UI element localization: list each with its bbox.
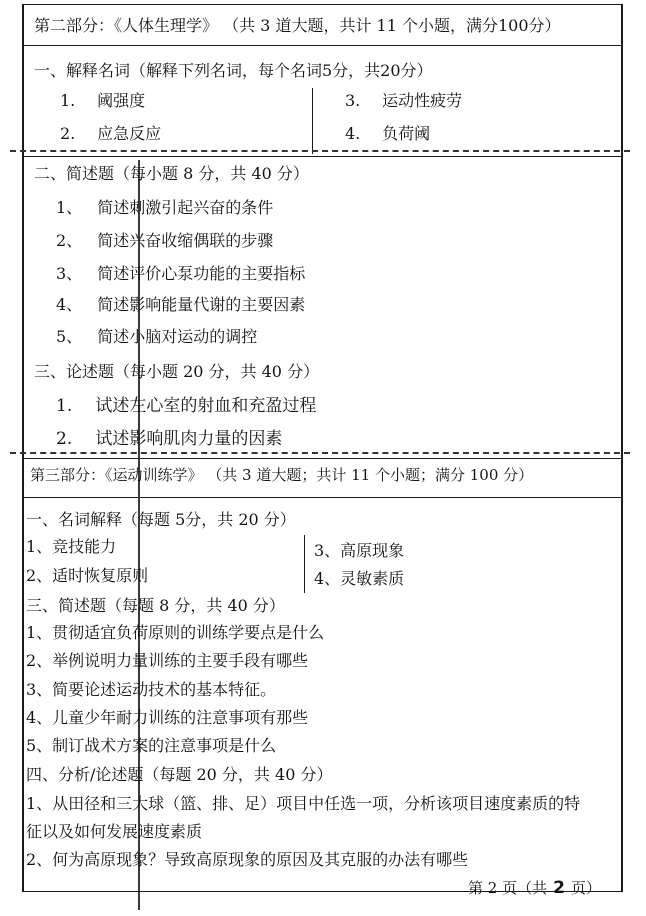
page-number-total: 2 (553, 878, 565, 898)
page-number-prefix: 第 2 页（共 (468, 879, 548, 897)
item-text: 阈强度 (97, 91, 146, 110)
item-number: 1、 (56, 198, 83, 217)
part3-s1-item-2: 2、适时恢复原则 (26, 566, 149, 585)
item-number: 3. (345, 91, 361, 110)
item-text: 试述影响肌肉力量的因素 (95, 429, 283, 449)
item-number: 2. (60, 124, 76, 143)
part2-s2-item-3 (56, 266, 305, 282)
part2-s3-item-1 (56, 398, 316, 415)
item-number: 3、 (56, 264, 83, 283)
item-text: 简述小脑对运动的调控 (97, 327, 258, 346)
item-text: 简述影响能量代谢的主要因素 (97, 295, 306, 314)
part3-s2-item-5: 5、制订战术方案的注意事项是什么 (26, 736, 277, 755)
part3-s2-item-3: 3、简要论述运动技术的基本特征。 (26, 680, 277, 699)
item-number: 2. (56, 429, 73, 449)
part2-s3-item-2 (56, 431, 282, 448)
part3-s3-item-1-line2: 征以及如何发展速度素质 (26, 822, 203, 841)
part2-s2-item-5 (56, 329, 257, 345)
part2-s2-heading: 二、简述题（每小题 8 分，共 40 分） (34, 164, 309, 183)
item-text: 试述左心室的射血和充盈过程 (95, 396, 317, 416)
item-number: 4、 (56, 295, 83, 314)
item-text: 简述评价心泵功能的主要指标 (97, 264, 306, 283)
part2-s1-heading: 一、解释名词（解释下列名词，每个名词5分，共20分） (34, 61, 433, 80)
part3-s1-heading: 一、名词解释（每题 5分，共 20 分） (26, 510, 296, 529)
divider-part3 (22, 458, 622, 459)
header-underline-part2 (22, 45, 622, 46)
divider-part2-s1 (22, 156, 622, 157)
part3-s2-item-2: 2、举例说明力量训练的主要手段有哪些 (26, 651, 309, 670)
fold-line-1 (10, 150, 630, 152)
part2-s1-item-3 (345, 93, 462, 109)
vertical-divider-part2 (312, 88, 313, 154)
frame-right-line (621, 4, 623, 892)
part3-s1-item-3: 3、高原现象 (314, 541, 405, 560)
page-number (468, 880, 601, 897)
part3-s2-item-1: 1、贯彻适宜负荷原则的训练学要点是什么 (26, 623, 325, 642)
part3-s1-item-4: 4、灵敏素质 (314, 569, 405, 588)
part3-s3-item-1-line1: 1、从田径和三大球（篮、排、足）项目中任选一项，分析该项目速度素质的特 (26, 794, 581, 813)
item-text: 简述刺激引起兴奋的条件 (97, 198, 274, 217)
part2-s1-item-1 (60, 93, 145, 109)
part3-s3-heading: 四、分析/论述题（每题 20 分，共 40 分） (26, 765, 333, 784)
item-number: 4. (345, 124, 361, 143)
item-number: 5、 (56, 327, 83, 346)
page-number-suffix: 页） (570, 879, 601, 897)
frame-left-line (22, 4, 24, 892)
part2-s2-item-4 (56, 297, 305, 313)
item-text: 应急反应 (97, 124, 162, 143)
item-number: 2、 (56, 231, 83, 250)
part3-s3-item-2-line1: 2、何为高原现象？导致高原现象的原因及其克服的办法有哪些 (26, 850, 469, 869)
part3-s1-item-1: 1、竞技能力 (26, 537, 117, 556)
item-number: 1. (60, 91, 76, 110)
part3-header: 第三部分：《运动训练学》 （共 3 道大题；共计 11 个小题；满分 100 分） (30, 466, 534, 484)
part3-s2-item-4: 4、儿童少年耐力训练的注意事项有那些 (26, 708, 309, 727)
vertical-divider-part3 (304, 535, 305, 593)
part2-s3-heading: 三、论述题（每小题 20 分，共 40 分） (34, 362, 320, 381)
item-text: 负荷阈 (382, 124, 431, 143)
header-underline-part3 (22, 497, 622, 498)
item-number: 1. (56, 396, 73, 416)
item-text: 简述兴奋收缩偶联的步骤 (97, 231, 274, 250)
frame-top-line (22, 4, 622, 5)
part2-s2-item-1 (56, 200, 273, 216)
part2-s2-item-2 (56, 233, 273, 249)
part3-s2-heading: 三、简述题（每题 8 分，共 40 分） (26, 596, 285, 615)
part2-s1-item-4 (345, 126, 430, 142)
part2-header: 第二部分：《人体生理学》 （共 3 道大题，共计 11 个小题，满分100分） (34, 16, 561, 35)
fold-line-2 (10, 452, 630, 454)
part2-s1-item-2 (60, 126, 161, 142)
item-text: 运动性疲劳 (382, 91, 463, 110)
